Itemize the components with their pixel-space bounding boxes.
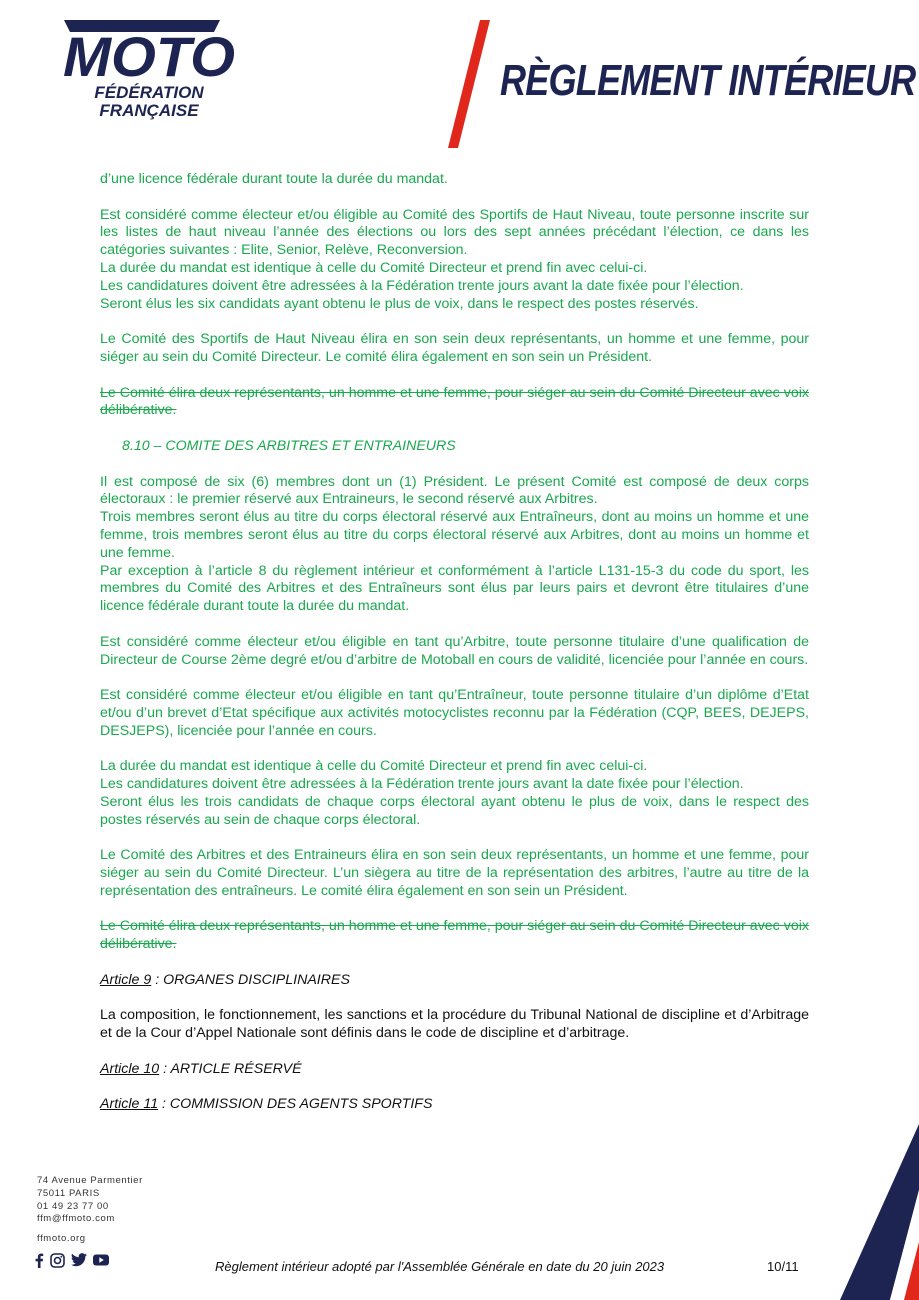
article-11-title: : COMMISSION DES AGENTS SPORTIFS (158, 1096, 433, 1113)
twitter-icon[interactable] (71, 1253, 87, 1267)
paragraph: Il est composé de six (6) membres dont un (1) Président. Le présent Comité est composé de deux corps électoraux : le premier réservé aux Entraineurs, le second réservé aux Arbitres. (100, 473, 809, 508)
section-heading-8-10: 8.10 – COMITE DES ARBITRES ET ENTRAINEURS (122, 437, 456, 454)
paragraph: Seront élus les trois candidats de chaque corps électoral ayant obtenu le plus de voix, dans le respect des postes réservés au sein de chaque corps électoral. (100, 793, 809, 828)
paragraph: Est considéré comme électeur et/ou éligible en tant qu’Entraîneur, toute personne titulaire d’un diplôme d’Etat et/ou d’un brevet d’Etat spécifique aux activités motocyclistes reconnu par la Fédération (CQP, BEES, DEJEPS, DESJEPS), licenciée pour l’année en cours. (100, 687, 809, 739)
logo-line1: FÉDÉRATION (94, 83, 204, 102)
article-10-link: Article 10 (100, 1060, 160, 1077)
paragraph: La durée du mandat est identique à celle du Comité Directeur et prend fin avec celui-ci. (100, 259, 648, 276)
website-link[interactable]: ffmoto.org (37, 1233, 86, 1244)
page-number: 10/11 (767, 1259, 799, 1274)
paragraph: Les candidatures doivent être adressées à la Fédération trente jours avant la date fixée pour l’élection. (100, 277, 744, 294)
paragraph: Par exception à l’article 8 du règlement intérieur et conformément à l’article L131-15-3 du code du sport, les membres du Comité des Arbitres et des Entraîneurs sont élus par leurs pairs et devront être titulaires d’une licence fédérale durant toute la durée du mandat. (100, 562, 809, 615)
paragraph: Est considéré comme électeur et/ou éligible en tant qu’Arbitre, toute personne titulaire d’une qualification de Directeur de Course 2ème degré et/ou d’arbitre de Motoball en cours de validité, licenciée pour l’année en cours. (100, 633, 809, 668)
youtube-icon[interactable] (93, 1254, 109, 1266)
article-9-title: : ORGANES DISCIPLINAIRES (151, 971, 350, 988)
logo-line2: FRANÇAISE (99, 101, 199, 120)
paragraph: Le Comité des Sportifs de Haut Niveau élira en son sein deux représentants, un homme et une femme, pour siéger au sein du Comité Directeur. Le comité élira également en son sein un Président. (100, 331, 809, 365)
article-10-title: : ARTICLE RÉSERVÉ (159, 1060, 302, 1077)
tricolor-stripes-decoration (830, 1120, 919, 1300)
paragraph: Seront élus les six candidats ayant obtenu le plus de voix, dans le respect des postes réservés. (100, 295, 699, 312)
social-icons (34, 1252, 109, 1268)
article-9-link: Article 9 (100, 971, 152, 988)
logo-word: MOTO (63, 25, 235, 88)
paragraph: Le Comité des Arbitres et des Entraineurs élira en son sein deux représentants, un homme et une femme, pour siéger au sein du Comité Directeur. L’un siègera au titre de la représentation des arbitres, l’autre au titre de la représentation des entraîneurs. Le comité élira également en son sein un Président. (100, 847, 809, 899)
document-body (100, 171, 809, 1114)
paragraph: La composition, le fonctionnement, les sanctions et la procédure du Tribunal National de discipline et d’Arbitrage et de la Cour d’Appel Nationale sont définis dans le code de discipline et d’arbitrage. (100, 1007, 809, 1042)
phone-number: 01 49 23 77 00 (37, 1200, 109, 1212)
paragraph: d’une licence fédérale durant toute la durée du mandat. (100, 171, 448, 187)
paragraph: Est considéré comme électeur et/ou éligible au Comité des Sportifs de Haut Niveau, toute personne inscrite sur les listes de haut niveau l’année des élections ou lors des sept années précédant l’élection, ce dans les catégories suivantes : Elite, Senior, Relève, Reconversion. (100, 206, 809, 259)
red-slash-decoration (448, 20, 494, 148)
address-street: 74 Avenue Parmentier (37, 1175, 143, 1186)
footer-address (37, 1175, 143, 1226)
deleted-paragraph: Le Comité élira deux représentants, un homme et une femme, pour siéger au sein du Comité Directeur avec voix délibérative. (100, 384, 809, 419)
article-11-link: Article 11 (100, 1096, 159, 1113)
paragraph: Trois membres seront élus au titre du corps électoral réservé aux Entraîneurs, dont au moins un homme et une femme, trois membres seront élus au titre du corps électoral réservé aux Arbitres, dont au moins un homme et une femme. (100, 509, 809, 561)
ffm-logo (60, 18, 238, 124)
article-9-heading (100, 972, 809, 990)
instagram-icon[interactable] (50, 1253, 65, 1268)
paragraph: La durée du mandat est identique à celle du Comité Directeur et prend fin avec celui-ci. (100, 758, 648, 775)
address-city: 75011 PARIS (37, 1187, 100, 1199)
facebook-icon[interactable] (34, 1253, 44, 1268)
article-11-heading (100, 1096, 809, 1114)
paragraph: Les candidatures doivent être adressées à la Fédération trente jours avant la date fixée pour l’élection. (100, 776, 744, 793)
email-address[interactable]: ffm@ffmoto.com (37, 1213, 115, 1225)
document-title: RÈGLEMENT INTÉRIEUR (500, 56, 916, 105)
adoption-footnote: Règlement intérieur adopté par l'Assemblée Générale en date du 20 juin 2023 (215, 1259, 665, 1274)
deleted-paragraph: Le Comité élira deux représentants, un homme et une femme, pour siéger au sein du Comité Directeur avec voix délibérative. (100, 918, 809, 953)
article-10-heading (100, 1061, 809, 1079)
